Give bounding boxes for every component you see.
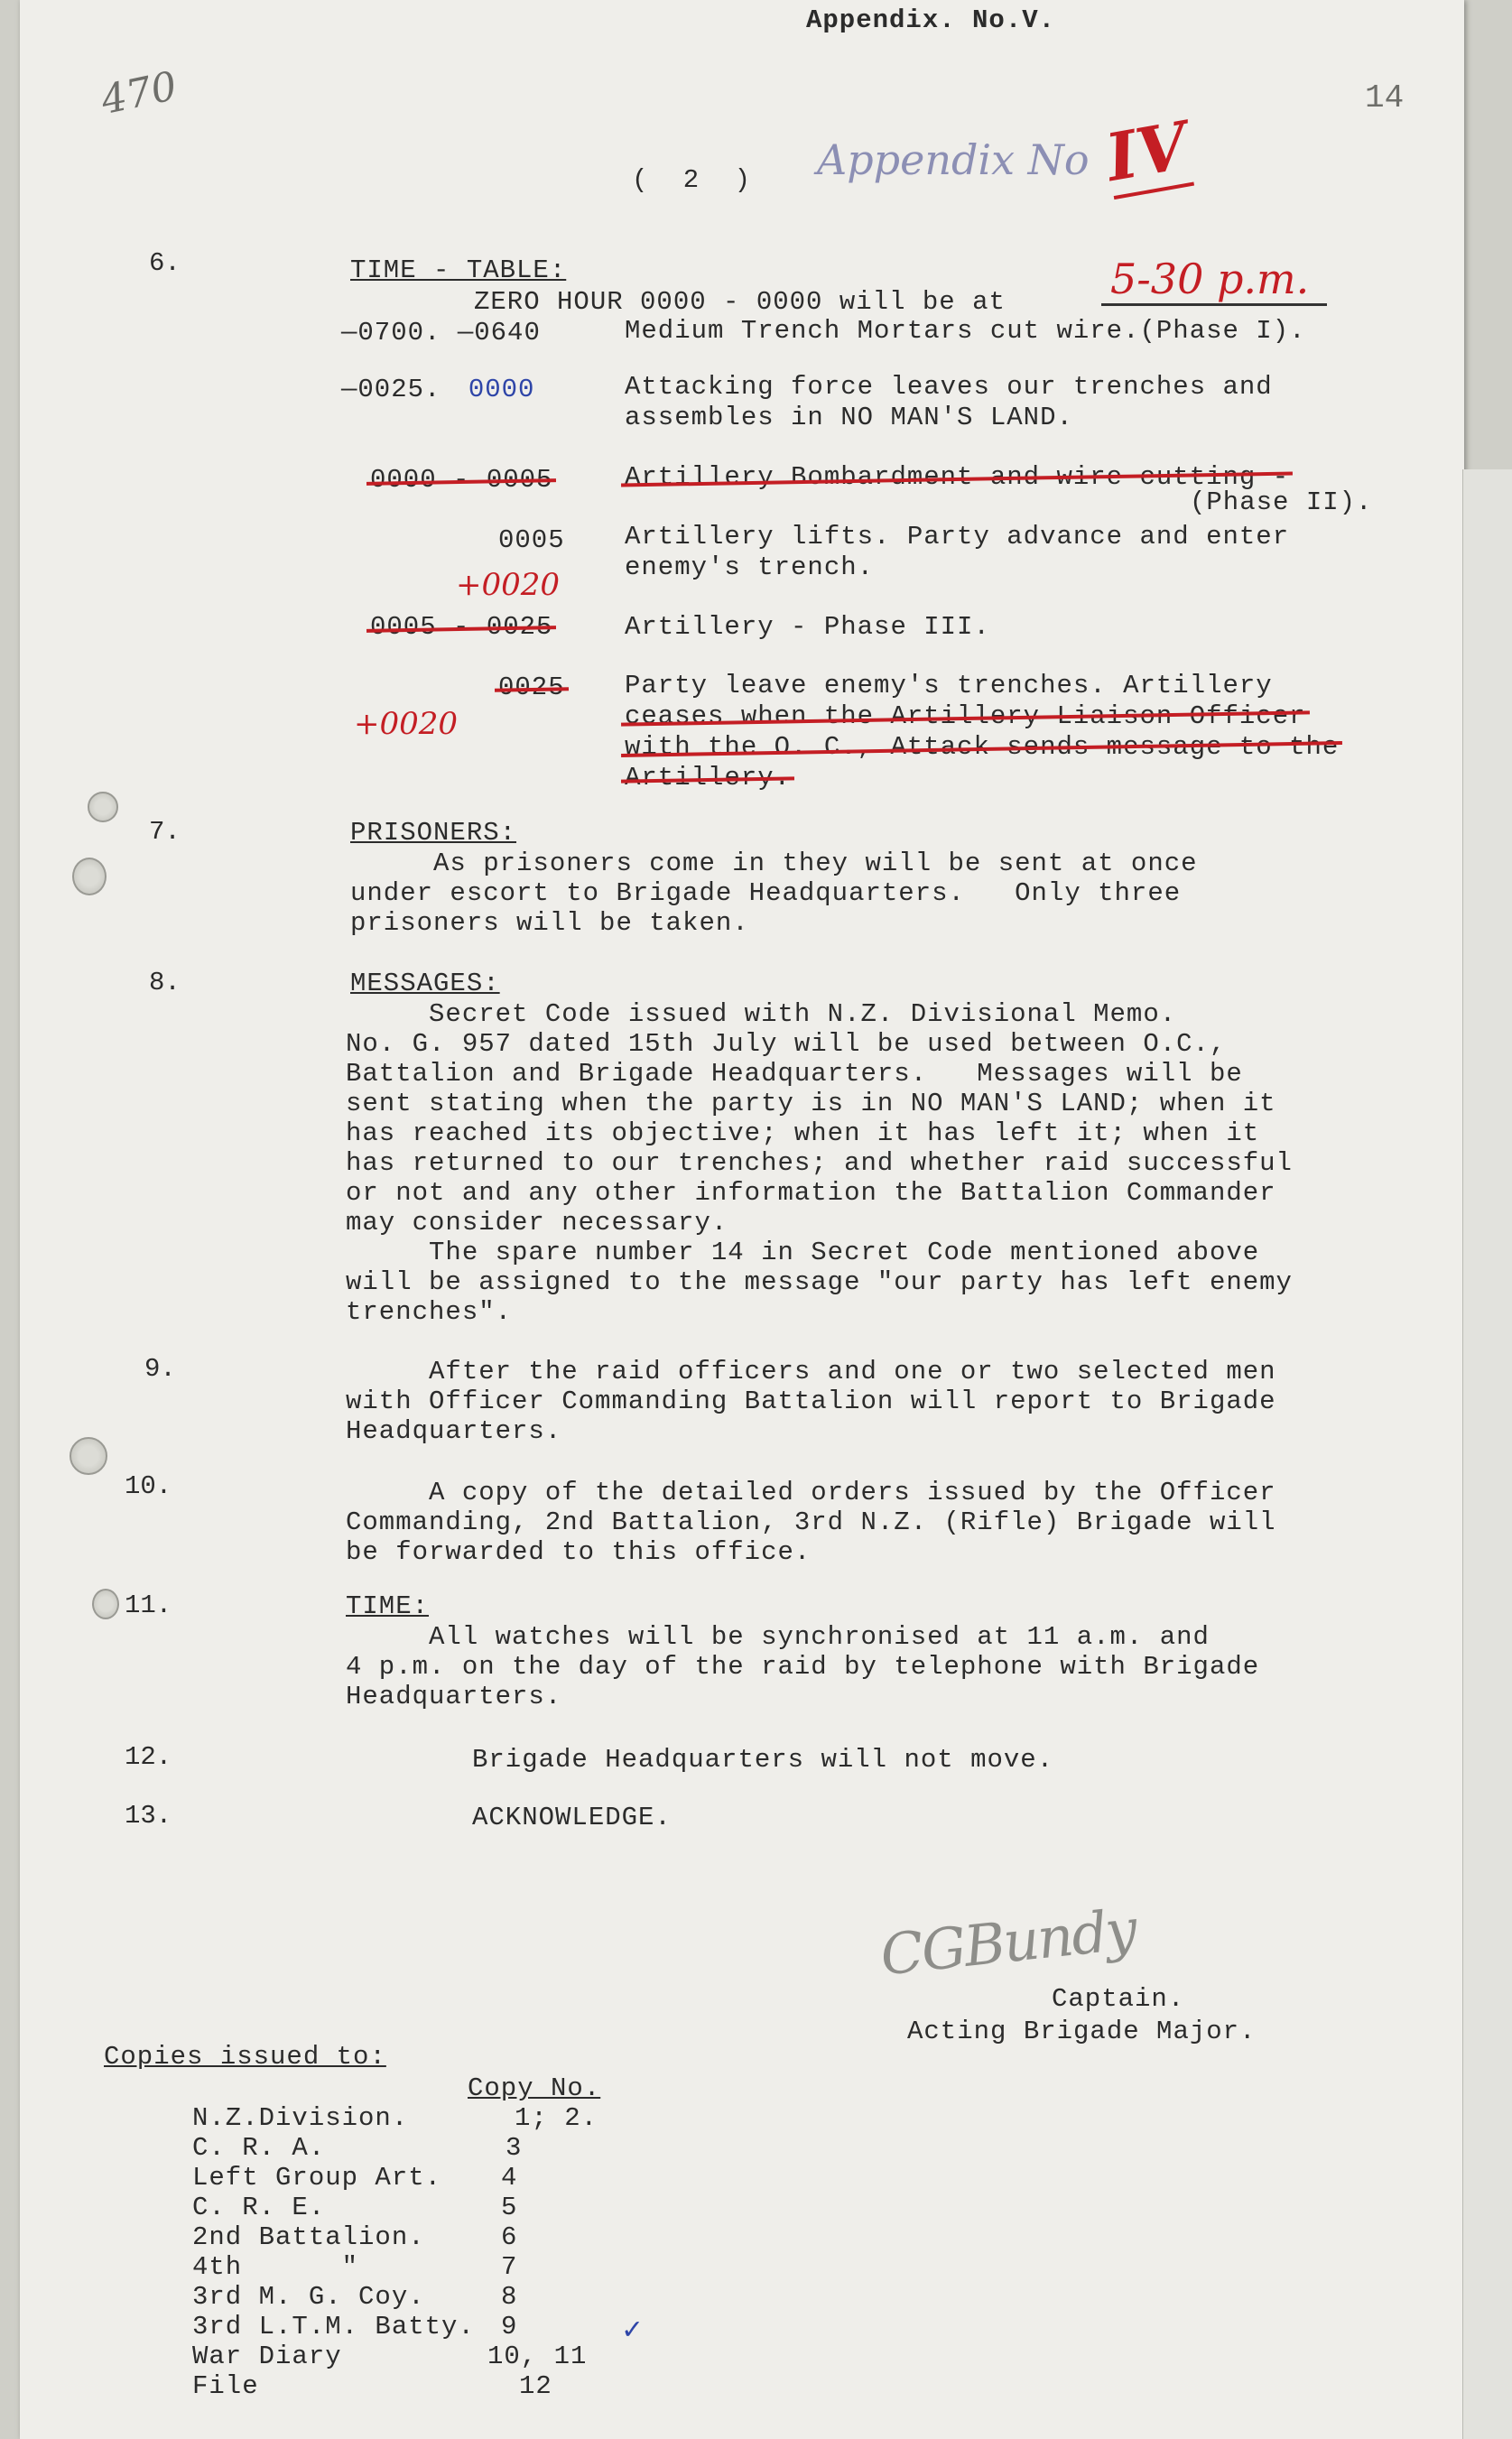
prisoners-paragraph: As prisoners come in they will be sent at once under escort to Brigade Headquarters. Only three prisoners will be taken. bbox=[350, 849, 1198, 938]
copy-number: 3 bbox=[506, 2133, 523, 2163]
section-heading-time: TIME: bbox=[346, 1591, 430, 1621]
copy-number-header: Copy No. bbox=[468, 2073, 601, 2103]
timetable-row-3 bbox=[370, 465, 552, 495]
messages-paragraph: Secret Code issued with N.Z. Divisional Memo. No. G. 957 dated 15th July will be used between O.C., Battalion and Brigade Headquarters. Messages will be sent stating when the party is in NO MAN'S LAND; when it has reached its objective; when it has left it; when it has returned to our trenches; and whether raid successful or not and any other information the Battalion Commander may consider necessary. The spare number 14 in Secret Code mentioned above will be assigned to the message "our party has left enemy trenches". bbox=[346, 999, 1293, 1327]
section-number: 11. bbox=[125, 1590, 172, 1620]
signatory-role: Acting Brigade Major. bbox=[907, 2017, 1257, 2046]
copy-recipient: File bbox=[192, 2371, 259, 2401]
section-number: 13. bbox=[125, 1801, 172, 1831]
copy-recipient: Left Group Art. bbox=[192, 2163, 442, 2193]
paragraph-11: All watches will be synchronised at 11 a.m. and 4 p.m. on the day of the raid by telephone with Brigade Headquarters. bbox=[346, 1622, 1260, 1711]
check-mark-icon: ✓ bbox=[623, 2314, 642, 2349]
page-number: 14 bbox=[1365, 79, 1405, 116]
punch-hole bbox=[92, 1589, 119, 1619]
timetable-row-5 bbox=[370, 612, 552, 642]
paragraph-10: A copy of the detailed orders issued by the Officer Commanding, 2nd Battalion, 3rd N.Z. (Rifle) Brigade will be forwarded to this office. bbox=[346, 1478, 1276, 1567]
copy-recipient: 4th " bbox=[192, 2252, 359, 2282]
punch-hole bbox=[72, 858, 107, 895]
page-marker: ( 2 ) bbox=[632, 165, 752, 195]
punch-hole bbox=[70, 1437, 107, 1475]
copy-recipient: 3rd L.T.M. Batty. bbox=[192, 2312, 475, 2342]
timetable-row-1 bbox=[341, 318, 541, 348]
copy-recipient: 2nd Battalion. bbox=[192, 2222, 425, 2252]
struck-time: 0025 bbox=[498, 672, 565, 702]
signature: CGBundy bbox=[877, 1896, 1139, 1989]
paragraph-13: ACKNOWLEDGE. bbox=[472, 1803, 672, 1832]
timetable-text: Medium Trench Mortars cut wire.(Phase I). bbox=[625, 316, 1306, 346]
section-heading-prisoners: PRISONERS: bbox=[350, 818, 517, 848]
timetable-row-6 bbox=[498, 672, 565, 702]
timetable-text: Attacking force leaves our trenches and bbox=[625, 372, 1273, 402]
copy-recipient: C. R. A. bbox=[192, 2133, 326, 2163]
copy-recipient: 3rd M. G. Coy. bbox=[192, 2282, 425, 2312]
zero-hour-time: 5-30 p.m. bbox=[1101, 255, 1327, 306]
section-number: 7. bbox=[149, 817, 181, 847]
copy-recipient: N.Z.Division. bbox=[192, 2103, 409, 2133]
stamp-numeral: IV bbox=[1100, 107, 1194, 199]
copy-number: 8 bbox=[501, 2282, 518, 2312]
section-heading-timetable: TIME - TABLE: bbox=[350, 255, 567, 285]
timetable-text: Artillery. bbox=[625, 763, 792, 793]
paragraph-9: After the raid officers and one or two selected men with Officer Commanding Battalion will report to Brigade Headquarters. bbox=[346, 1357, 1276, 1446]
copy-recipient: War Diary bbox=[192, 2342, 342, 2371]
zero-hour-text: ZERO HOUR 0000 - 0000 will be at bbox=[474, 287, 1006, 317]
appendix-v-heading: Appendix. No.V. bbox=[806, 5, 1056, 35]
section-number: 12. bbox=[125, 1742, 172, 1772]
timetable-text: enemy's trench. bbox=[625, 552, 875, 582]
signatory-rank: Captain. bbox=[1052, 1984, 1185, 2014]
copy-recipient: C. R. E. bbox=[192, 2193, 326, 2222]
copy-number: 10, 11 bbox=[487, 2342, 588, 2371]
timetable-text: Artillery - Phase III. bbox=[625, 612, 990, 642]
timetable-text: (Phase II). bbox=[1190, 487, 1373, 517]
timetable-text: ceases when the Artillery Liaison Officer bbox=[625, 701, 1306, 731]
folio-number: 470 bbox=[97, 62, 181, 125]
copy-number: 5 bbox=[501, 2193, 518, 2222]
copy-number: 9 bbox=[501, 2312, 518, 2342]
punch-hole bbox=[88, 792, 118, 822]
section-number: 10. bbox=[125, 1471, 172, 1501]
section-number: 8. bbox=[149, 968, 181, 997]
timetable-text: with the O. C., Attack sends message to the bbox=[625, 732, 1340, 762]
time-cell: —0640 bbox=[457, 318, 541, 348]
time-cell: —0025. bbox=[341, 375, 441, 404]
copy-number: 7 bbox=[501, 2252, 518, 2282]
handwritten-time: +0020 bbox=[456, 567, 561, 603]
section-number: 9. bbox=[144, 1354, 176, 1384]
time-cell: 0005 bbox=[498, 525, 565, 555]
copy-number: 4 bbox=[501, 2163, 518, 2193]
copies-heading: Copies issued to: bbox=[104, 2042, 386, 2072]
underlying-page-edge bbox=[1462, 469, 1512, 2439]
timetable-text: Artillery Bombardment and wire cutting - bbox=[625, 462, 1290, 492]
stamp-text: Appendix No bbox=[817, 135, 1090, 184]
handwritten-time: +0020 bbox=[354, 706, 459, 742]
timetable-text: Party leave enemy's trenches. Artillery bbox=[625, 671, 1273, 700]
appendix-stamp bbox=[817, 106, 1194, 197]
copy-number: 1; 2. bbox=[515, 2103, 598, 2133]
paragraph-12: Brigade Headquarters will not move. bbox=[472, 1745, 1054, 1775]
timetable-row-2 bbox=[341, 375, 534, 404]
section-heading-messages: MESSAGES: bbox=[350, 969, 500, 998]
timetable-text: Artillery lifts. Party advance and enter bbox=[625, 522, 1290, 552]
copy-number: 12 bbox=[519, 2371, 552, 2401]
copy-number: 6 bbox=[501, 2222, 518, 2252]
timetable-text: assembles in NO MAN'S LAND. bbox=[625, 403, 1073, 432]
struck-time: 0005 - 0025 bbox=[370, 612, 553, 642]
time-cell: 0000 bbox=[468, 375, 535, 404]
section-number: 6. bbox=[149, 248, 181, 278]
struck-time: 0000 - 0005 bbox=[370, 465, 553, 495]
time-cell: —0700. bbox=[341, 318, 441, 348]
